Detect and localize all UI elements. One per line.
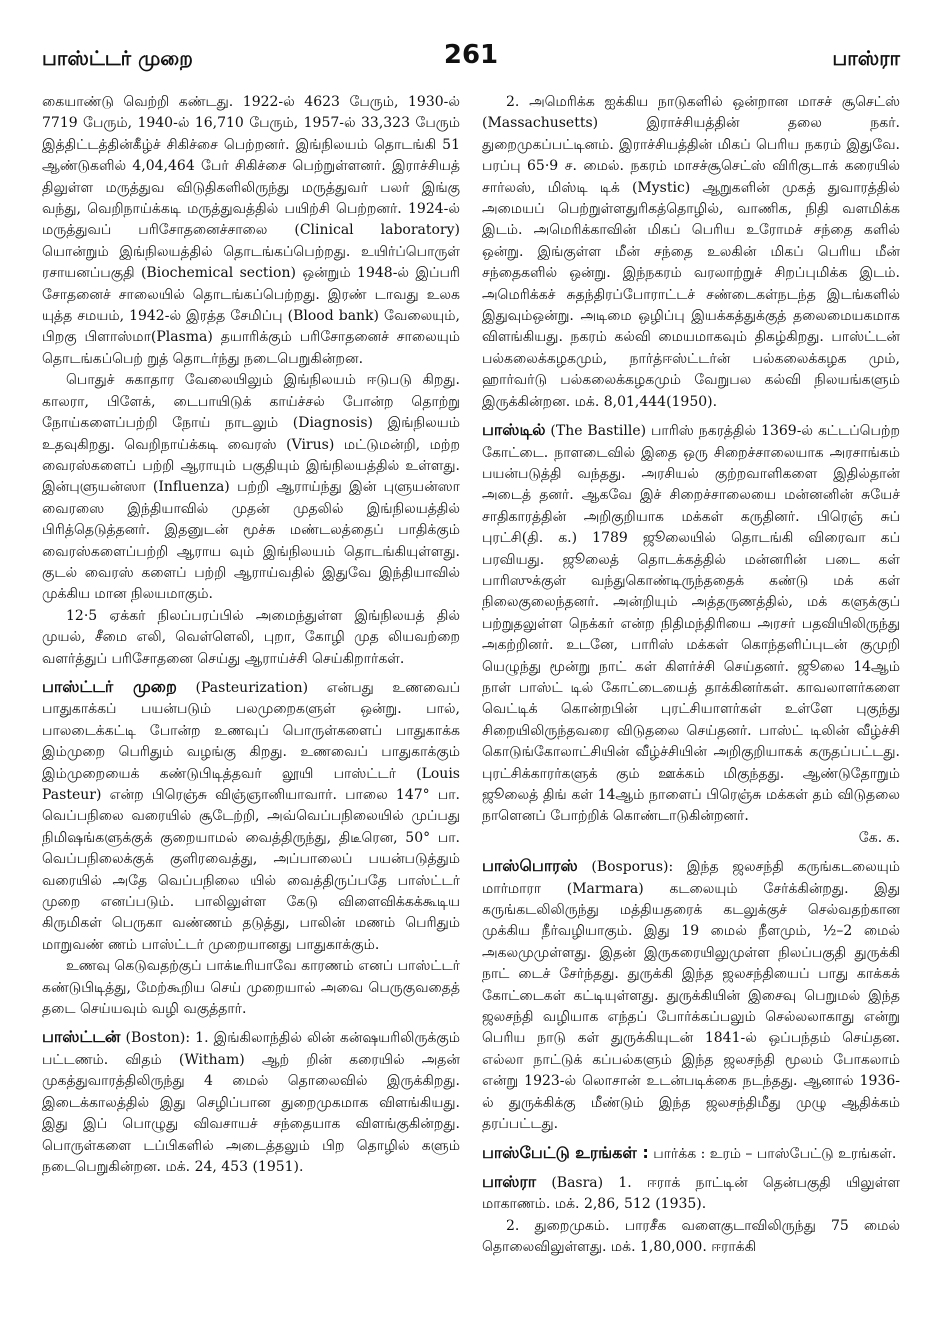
boston-paragraph-2: 2. அமெரிக்க ஐக்கிய நாடுகளில் ஒன்றான மாசச் சூசெட்ஸ் (Massachusetts) இராச்சியத்தின் தலை நகர். துறைமுகப்பட்டினம். இராச்சியத்தின் மிகப் பெரிய நகரம் இதுவே. பரப்பு 65·9 ச. மைல். நகரம் மாசச்சூசெட்ஸ் விரிகுடாக் கரையில் சார்லஸ், மிஸ்டி டிக் (Mystic) ஆறுகளின் முகத் துவாரத்தில் அமையப் பெற்றுள்ளதுரிகத்தொழில், வாணிக, நிதி வளமிக்க இடம். அமெரிக்காவின் மிகப் பெரிய உரோமச் சந்தை களில் ஒன்று. இங்குள்ள மீன் சந்தை உலகின் மிகப் பெரிய மீன் சந்தைகளில் ஒன்று. இந்நகரம் வரலாற்றுச் சிறப்புமிக்க இடம். அமெரிக்கச் சுதந்திரப்போராட்டச் சண்டைகள்நடந்த இடங்களில் இதுவும்ஒன்று. அடிமை ஒழிப்பு இயக்கத்துக்குத் தலைமையகமாக விளங்கியது. நகரம் கல்வி மையமாகவும் திகழ்கிறது. பாஸ்ட்டன் பல்கலைக்கழகமும், நார்த்ஈஸ்ட்டர்ன் பல்கலைக்கழக மும், ஹார்வர்டு பல்கலைக்கழகமும் வேறுபல கல்வி நிலயங்களும் இருக்கின்றன. மக். 8,01,444(1950). bbox=[482, 94, 900, 410]
entry-body: பார்க்க : உரம் – பாஸ்பேட்டு உரங்கள். bbox=[653, 1145, 897, 1162]
left-column bbox=[42, 92, 460, 1178]
headword-basra: பாஸ்ரா bbox=[482, 1171, 537, 1191]
institute-paragraph-3: 12·5 ஏக்கர் நிலப்பரப்பில் அமைந்துள்ள இங்நிலயத் தில் முயல், சீமை எலி, வெள்ளெலி, புறா, கோழி முத லியவற்றை வளர்த்துப் பரிசோதனை செய்து ஆராய்ச்சி செய்கிறார்கள். bbox=[42, 607, 460, 667]
entry-basra bbox=[482, 1171, 900, 1216]
headword-boston: பாஸ்ட்டன் bbox=[42, 1027, 121, 1047]
page-number: 261 bbox=[443, 40, 499, 70]
institute-paragraph-2: பொதுச் சுகாதார வேலையிலும் இங்நிலயம் ஈடுபடு கிறது. காலரா, பிளேக், டைபாயிடுக் காய்ச்சல் போன்ற தொற்று நோய்களைப்பற்றி நோய் நாடலும் (Diagnosis) இங்நிலயம் உதவுகிறது. வெறிநாய்க்கடி வைரஸ் (Virus) மட்டுமன்றி, மற்ற வைரஸ்களைப் பற்றி ஆராயும் பகுதியும் இங்நிலயத்தில் உள்ளது. இன்புளுயன்ஸா (Influenza) பற்றி ஆராய்ந்து இன் புளுயன்ஸா வைரஸை இந்தியாவில் முதன் முதலில் இங்நிலயத்தில் பிரித்தெடுத்தனர். இதனுடன் மூச்சு மண்டலத்தைப் பாதிக்கும் வைரஸ்களைப்பற்றி ஆராய வும் இங்நிலயம் தொடங்கியுள்ளது. குடல் வைரஸ் களைப் பற்றி ஆராய்வதில் இதுவே இந்தியாவில் முக்கிய மான நிலயமாகும். bbox=[42, 372, 460, 603]
right-running-head: பாஸ்ரா bbox=[832, 46, 900, 70]
headword-pasteurization: பாஸ்ட்டர் முறை bbox=[42, 676, 177, 696]
entry-body: (Bosporus): இந்த ஜலசந்தி கருங்கடலையும் மார்மாரா (Marmara) கடலையும் சேர்க்கின்றது. இது கருங்கடலிலிருந்து மத்தியதரைக் கடலுக்குச் செல்வதற்கான முக்கிய நீர்வழியாகும். இது 19 மைல் நீளமும், ½–2 மைல் அகலமுமுள்ளது. இதன் இருகரையிலுமுள்ள நிலப்பகுதி துருக்கி நாட் டைச் சேர்ந்தது. துருக்கி இந்த ஜலசந்தியைப் பாது காக்கக் கோட்டைகள் கட்டியுள்ளது. துருக்கியின் இசைவு பெறுமல் இந்த ஜலசந்தி வழியாக எந்தப் போர்க்கப்பலும் செல்லலாகாது என்று பெரிய நாடு கள் துருக்கியுடன் 1841-ல் ஒப்பந்தம் செய்தன. எல்லா நாட்டுக் கப்பல்களும் இந்த ஜலசந்தி மூலம் போகலாம் என்று 1923-ல் லொசான் உடன்படிக்கை நடந்தது. ஆனால் 1936-ல் துருக்கிக்கு மீண்டும் இந்த ஜலசந்திமீது முழு ஆதிக்கம் தரப்பட்டது. bbox=[482, 859, 901, 1133]
entry-body: (The Bastille) பாரிஸ் நகரத்தில் 1369-ல் கட்டப்பெற்ற கோட்டை. நாளடைவில் இதை ஒரு சிறைச்சாலையாக அரசாங்கம் பயன்படுத்தி வந்தது. அரசியல் குற்றவாளிகளை இதில்தான் அடைத் தனர். ஆகவே இச் சிறைச்சாலையை மன்னனின் சுயேச் சாதிகாரத்தின் அறிகுறியாக மக்கள் கருதினர். பிரெஞ் சுப் புரட்சி(தி. க.) 1789 ஜூலையில் தொடங்கி விரைவா கப் பரவியது. ஜூலைத் தொடக்கத்தில் மன்னரின் படை கள் பாரிஸுக்குள் வந்துகொண்டிருந்ததைக் கண்டு மக் கள் நிலைகுலைந்தனர். அன்றியும் அத்தருணத்தில், மக் களுக்குப் பற்றுதலுள்ள நெக்கர் என்ற நிதிமந்திரியை அரசர் பதவியிலிருந்து அகற்றினர். உடனே, பாரிஸ் மக்கள் கொந்தளிப்புடன் குமுறி யெழுந்து மூன்று நாட் கள் கிளர்ச்சி செய்தனர். ஜூலை 14ஆம் நாள் பாஸ்ட் டில் கோட்டையைத் தாக்கினர்கள். காவலாளர்களை வெட்டிக் கொன்றபின் புரட்சியாளர்கள் உள்ளே புகுந்து சிறையிலிருந்தவரை விடுதலை செய்தனர். பாஸ்ட் டிலின் வீழ்ச்சி கொடுங்கோலாட்சியின் வீழ்ச்சியின் அறிகுறியாகக் கருதப்பட்டது. புரட்சிக்காரர்களுக் கும் ஊக்கம் மிகுந்தது. ஆண்டுதோறும் ஜூலைத் திங் கள் 14ஆம் நாளைப் பிரெஞ்சு மக்கள் தம் விடுதலை நாளெனப் போற்றிக் கொண்டாடுகின்றனர். bbox=[482, 423, 901, 825]
left-running-head: பாஸ்ட்டர் முறை bbox=[42, 46, 193, 70]
institute-paragraph-1: கையாண்டு வெற்றி கண்டது. 1922-ல் 4623 பேரும், 1930-ல் 7719 பேரும், 1940-ல் 16,710 பேரும், 1957-ல் 33,323 பேரும் இத்திட்டத்தின்கீழ்ச் சிகிச்சை பெற்றனர். இங்நிலயம் தொடங்கி 51 ஆண்டுகளில் 4,04,464 பேர் சிகிச்சை பெற்றுள்ளனர். இராச்சியத் திலுள்ள மருத்துவ விடுதிகளிலிருந்து மருத்துவர் பலர் இங்கு வந்து, வெறிநாய்க்கடி மருத்துவத்தில் பயிற்சி பெற்றனர். 1924-ல் மருத்துவப் பரிசோதனைச்சாலை (Clinical laboratory) யொன்றும் இங்நிலயத்தில் தொடங்கப்பெற்றது. உயிர்ப்பொருள் ரசாயனப்பகுதி (Biochemical section) ஒன்றும் 1948-ல் இப்பரி சோதனைச் சாலையில் தொடங்கப்பெற்றது. இரண் டாவது உலக யுத்த சமயம், 1942-ல் இரத்த சேமிப்பு (Blood bank) வேலையும், பிறகு பிளாஸ்மா(Plasma) தயாரிக்கும் பரிசோதனைச் சாலையும் தொடங்கப்பெற் றுத் தொடர்ந்து நடைபெறுகின்றன. bbox=[42, 94, 460, 367]
entry-boston bbox=[42, 1026, 460, 1178]
entry-pasteurization bbox=[42, 676, 460, 956]
headword-bastille: பாஸ்டில் bbox=[482, 420, 546, 440]
pasteurization-paragraph-2: உணவு கெடுவதற்குப் பாக்டீரியாவே காரணம் எனப் பாஸ்ட்டர் கண்டுபிடித்து, மேற்கூறிய செய் முறையால் அவை பெருகுவதைத் தடை செய்யவும் வழி வகுத்தார். bbox=[42, 958, 460, 1018]
entry-body: (Boston): 1. இங்கிலாந்தில் லின் கன்ஷயரிலிருக்கும் பட்டணம். விதம் (Witham) ஆற் றின் கரையில் அதன் முகத்துவாரத்திலிருந்து 4 மைல் தொலைவில் இருக்கிறது. இடைக்காலத்தில் இது செழிப்பான துறைமுகமாக விளங்கியது. இது இப் பொழுது விவசாயச் சந்தையாக விளங்குகின்றது. பொருள்களை டப்பிகளில் அடைத்தலும் பிற தொழில் களும் நடைபெறுகின்றன. மக். 24, 453 (1951). bbox=[42, 1030, 460, 1175]
entry-bosporus bbox=[482, 855, 900, 1135]
entry-phosphate-fertilizers bbox=[482, 1142, 900, 1165]
author-initials: கே. க. bbox=[858, 829, 900, 846]
entry-bastille bbox=[482, 419, 900, 849]
basra-paragraph-2: 2. துறைமுகம். பாரசீக வளைகுடாவிலிருந்து 75 மைல் தொலைவிலுள்ளது. மக். 1,80,000. ஈராக்கி bbox=[482, 1217, 900, 1256]
page-header bbox=[42, 40, 900, 76]
entry-body: (Basra) 1. ஈராக் நாட்டின் தென்பகுதி யிலுள்ள மாகாணம். மக். 2,86, 512 (1935). bbox=[482, 1174, 900, 1213]
headword-phosphate-fertilizers: பாஸ்பேட்டு உரங்கள் : bbox=[482, 1142, 649, 1162]
headword-bosporus: பாஸ்பொரஸ் bbox=[482, 856, 578, 876]
right-column bbox=[482, 92, 900, 1259]
text-columns bbox=[42, 92, 900, 1289]
entry-body: (Pasteurization) என்பது உணவைப் பாதுகாக்கப் பயன்படும் பலமுறைகளுள் ஒன்று. பால், பாலடைக்கட்டி போன்ற உணவுப் பொருள்களைப் பாதுகாக்க இம்முறை பெரிதும் வழங்கு கிறது. உணவைப் பாதுகாக்கும் இம்முறையைக் கண்டுபிடித்தவர் லூயி பாஸ்ட்டர் (Louis Pasteur) என்ற பிரெஞ்சு விஞ்ஞானியாவார். பாலை 147° பா. வெப்பநிலை வரையில் சூடேற்றி, அவ்வெப்பநிலையில் முப்பது நிமிஷங்களுக்குக் குறையாமல் வைத்திருந்து, திடீரென, 50° பா. வெப்பநிலைக்குக் குளிரவைத்து, அப்பாலைப் பயன்படுத்தும் வரையில் அதே வெப்பநிலை யில் வைத்திருப்பதே பாஸ்ட்டர் முறை எனப்படும். பாலிலுள்ள கேடு விளைவிக்கக்கூடிய கிருமிகள் பெருகா வண்ணம் தடுத்து, பாலின் மணம் பெரிதும் மாறுவண் ணம் பாஸ்ட்டர் முறையானது பாதுகாக்கும். bbox=[42, 679, 461, 953]
